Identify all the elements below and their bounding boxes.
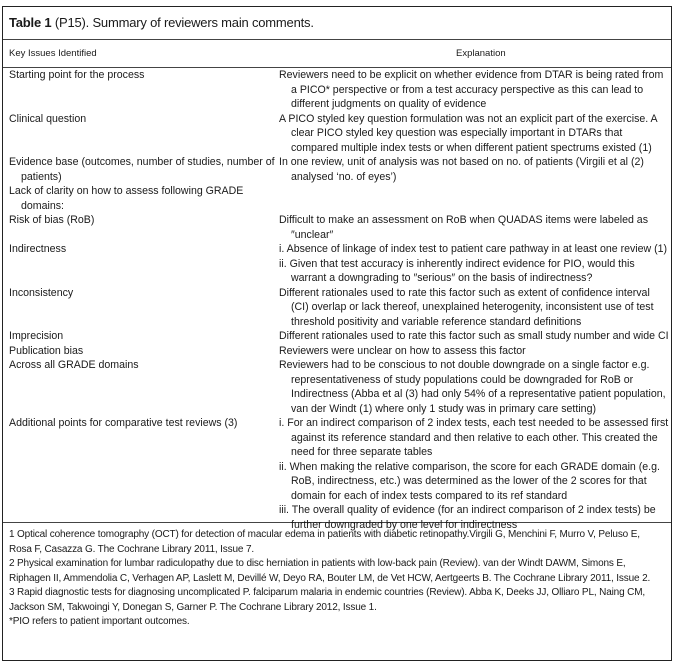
- explanation-item: Reviewers were unclear on how to assess this factor: [279, 344, 526, 357]
- table-row: [3, 112, 671, 156]
- explanation-cell: [279, 344, 669, 359]
- explanation-item: Difficult to make an assessment on RoB when QUADAS items were labeled as ″unclear″: [279, 214, 648, 241]
- table-row: [3, 213, 671, 242]
- table-row: [3, 416, 671, 532]
- table-row: [3, 242, 671, 286]
- key-issue-column: [3, 242, 279, 286]
- footnote: 3 Rapid diagnostic tests for diagnosing uncomplicated P. falciparum malaria in endemic countries (Review). Abba K, Deeks JJ, Olliaro PL, Naing CM, Jackson SM, Takwoingi Y, Donegan S, Garner P. The Cochrane Library 2012, Issue 1.: [9, 587, 646, 613]
- footnote: 1 Optical coherence tomography (OCT) for detection of macular edema in patients with diabetic retinopathy.Virgili G, Menchini F, Murro V, Peluso E, Rosa F, Casazza G. The Cochrane Library 2011, Issue 7.: [9, 529, 640, 555]
- column-header-explanation: Explanation: [456, 48, 506, 59]
- table-row: [3, 358, 671, 416]
- explanation-cell: [279, 242, 669, 286]
- explanation-cell: [279, 68, 669, 112]
- explanation-item: i. For an indirect comparison of 2 index tests, each test needed to be assessed first against its reference standard and then relative to each other. This created the need for three separate tables: [279, 417, 669, 458]
- table-row: [3, 184, 671, 213]
- key-issue-column: [3, 68, 279, 112]
- key-issue-cell: Across all GRADE domains: [9, 359, 139, 371]
- key-issue-column: [3, 184, 279, 213]
- key-issue-column: [3, 112, 279, 156]
- table-row: [3, 329, 671, 344]
- table-row: [3, 286, 671, 330]
- explanation-item: i. Absence of linkage of index test to patient care pathway in at least one review (1): [279, 243, 668, 255]
- explanation-cell: [279, 358, 669, 416]
- explanation-item: Different rationales used to rate this factor such as small study number and wide CI: [279, 330, 669, 342]
- explanation-cell: [279, 329, 669, 344]
- key-issue-column: [3, 329, 279, 344]
- footnote: *PIO refers to patient important outcomes.: [9, 616, 190, 627]
- key-issue-column: [3, 213, 279, 242]
- table-caption-text: (P15). Summary of reviewers main comments.: [51, 15, 314, 30]
- key-issue-column: [3, 344, 279, 359]
- key-issue-cell: Lack of clarity on how to assess following GRADE domains:: [9, 185, 244, 212]
- key-issue-cell: Publication bias: [9, 344, 84, 357]
- table-caption: [9, 15, 314, 30]
- key-issue-cell: Starting point for the process: [9, 69, 145, 81]
- key-issue-column: [3, 155, 279, 184]
- key-issue-column: [3, 286, 279, 330]
- explanation-cell: [279, 416, 669, 532]
- key-issue-cell: Risk of bias (RoB): [9, 214, 95, 226]
- table-label: Table 1: [9, 15, 52, 30]
- key-issue-column: [3, 358, 279, 416]
- explanation-cell: [279, 286, 669, 330]
- table-body: [3, 68, 671, 531]
- explanation-cell: [279, 184, 669, 213]
- table-row: [3, 344, 671, 359]
- key-issue-cell: Additional points for comparative test reviews (3): [9, 417, 238, 429]
- explanation-item: Different rationales used to rate this factor such as extent of confidence interval (CI) overlap or lack thereof, unexplained heterogenity, inconsistent use of test threshold positivity and variable reference standard definitions: [279, 286, 654, 328]
- key-issue-cell: Indirectness: [9, 243, 67, 255]
- key-issue-cell: Inconsistency: [9, 286, 74, 299]
- column-header-key-issues: Key Issues Identified: [9, 48, 97, 59]
- table-frame: [2, 6, 672, 661]
- explanation-cell: [279, 213, 669, 242]
- key-issue-cell: Imprecision: [9, 330, 64, 342]
- table-header-row: [3, 39, 671, 68]
- explanation-item: iii. The overall quality of evidence (for an indirect comparison of 2 index tests) be further downgraded by one level for indirectness: [279, 504, 656, 531]
- explanation-cell: [279, 112, 669, 156]
- table-row: [3, 68, 671, 112]
- explanation-item: ii. Given that test accuracy is inherently indirect evidence for PIO, would this warrant a downgrading to ″serious″ on the basis of indirectness?: [279, 257, 635, 284]
- table-footnotes: [9, 528, 665, 630]
- footnote: 2 Physical examination for lumbar radiculopathy due to disc herniation in patients with low-back pain (Review). van der Windt DAWM, Simons E, Riphagen II, Ammendolia C, Verhagen AP, Laslett M, Devillé W, Deyo RA, Bouter LM, de Vet HCW, Aertgeerts B. The Cochrane Library 2011, Issue 2.: [9, 558, 651, 584]
- explanation-item: Reviewers had to be conscious to not double downgrade on a single factor e.g. representativeness of study populations could be downgraded for RoB or Indirectness (Abba et al (3) had only 54% of a representative patient population, van der Windt (1) where only 1 study was in primary care setting): [279, 359, 666, 415]
- table-caption-row: [3, 7, 671, 40]
- explanation-item: ii. When making the relative comparison, the score for each GRADE domain (e.g. RoB, indirectness, etc.) was determined as the lower of the 2 scores for that domain for each of index tests compared to its ref standard: [279, 460, 660, 502]
- key-issue-cell: Evidence base (outcomes, number of studies, number of patients): [9, 156, 275, 183]
- key-issue-cell: Clinical question: [9, 112, 87, 125]
- table-row: [3, 155, 671, 184]
- explanation-item: A PICO styled key question formulation was not an explicit part of the exercise. A clear PICO styled key question was especially important in DTARs that compared multiple index tests or when different patient spectrums existed (1): [279, 112, 658, 154]
- explanation-item: In one review, unit of analysis was not based on no. of patients (Virgili et al (2) analysed ‘no. of eyes’): [279, 156, 644, 183]
- explanation-cell: [279, 155, 669, 184]
- key-issue-column: [3, 416, 279, 532]
- explanation-item: Reviewers need to be explicit on whether evidence from DTAR is being rated from a PICO* perspective or from a test accuracy perspective as this can lead to different judgments on quality of evidence: [279, 69, 664, 110]
